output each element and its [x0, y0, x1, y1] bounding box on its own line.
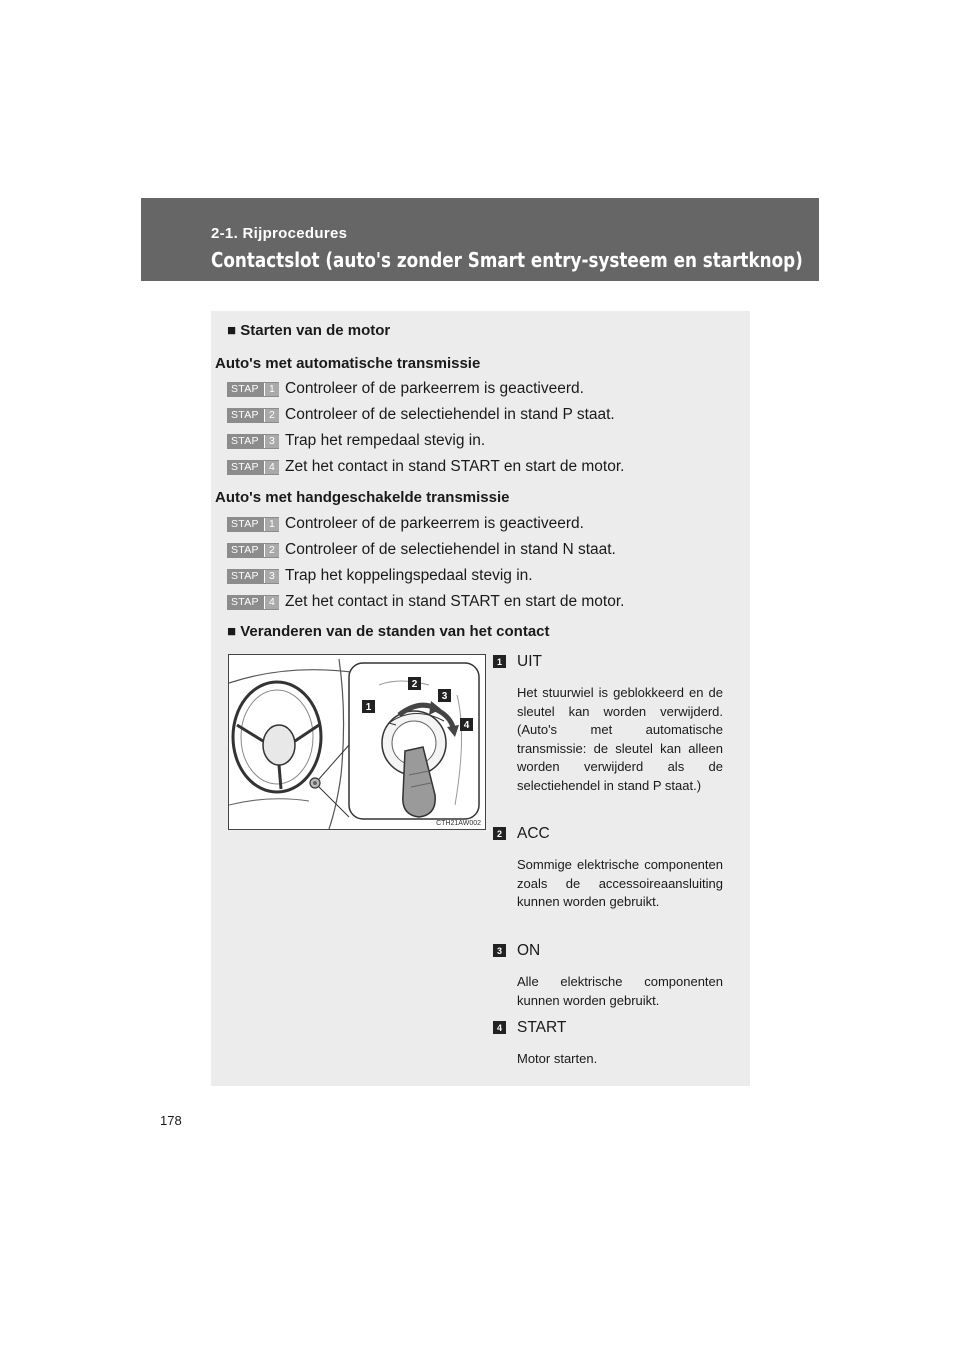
position-name: ACC [517, 825, 550, 842]
step-badge: STAP 3 [227, 434, 279, 449]
page-title: Contactslot (auto's zonder Smart entry-systeem en startknop) [211, 248, 803, 272]
manual-step-2 [227, 541, 616, 559]
position-description: Het stuurwiel is geblokkeerd en de sleutel kan worden verwijderd. (Auto's met automatische transmissie: de sleutel kan alleen worden verwijderd als de selectiehendel in stand P staat.) [517, 685, 723, 793]
step-text: Trap het koppelingspedaal stevig in. [285, 567, 533, 584]
header-band [141, 198, 819, 281]
step-text: Zet het contact in stand START en start de motor. [285, 458, 625, 475]
step-badge: STAP 4 [227, 595, 279, 610]
section-label: 2-1. Rijprocedures [211, 225, 348, 242]
step-badge: STAP 1 [227, 382, 279, 397]
position-name: UIT [517, 653, 542, 670]
heading-positions: ■ Veranderen van de standen van het contact [227, 623, 550, 640]
callout-3: 3 [441, 691, 448, 702]
step-badge: STAP 2 [227, 543, 279, 558]
position-name: ON [517, 942, 541, 959]
manual-step-4 [227, 593, 624, 611]
step-text: Zet het contact in stand START en start de motor. [285, 593, 625, 610]
position-description: Motor starten. [517, 1051, 598, 1066]
position-name: START [517, 1019, 567, 1036]
auto-step-4 [227, 458, 624, 476]
position-number: 1 [493, 655, 506, 668]
manual-step-1 [227, 515, 584, 533]
ignition-illustration [228, 654, 486, 830]
manual-step-3 [227, 567, 533, 585]
step-text: Trap het rempedaal stevig in. [285, 432, 486, 449]
auto-step-2 [227, 406, 615, 424]
callout-4: 4 [463, 720, 470, 731]
content-box [211, 311, 750, 1086]
auto-step-1 [227, 380, 584, 398]
step-text: Controleer of de parkeerrem is geactiveerd. [285, 515, 584, 532]
position-number: 4 [493, 1021, 506, 1034]
step-badge: STAP 4 [227, 460, 279, 475]
step-text: Controleer of de selectiehendel in stand N staat. [285, 541, 616, 558]
subheading-manual: Auto's met handgeschakelde transmissie [215, 489, 510, 506]
page-number: 178 [160, 1113, 182, 1128]
step-text: Controleer of de selectiehendel in stand P staat. [285, 406, 615, 423]
step-badge: STAP 3 [227, 569, 279, 584]
auto-step-3 [227, 432, 485, 450]
ignition-drawing [229, 655, 485, 829]
callout-2: 2 [411, 679, 418, 690]
position-description: Sommige elektrische componenten zoals de accessoireaansluiting kunnen worden gebruikt. [517, 857, 723, 909]
position-description: Alle elektrische componenten kunnen worden gebruikt. [517, 974, 723, 1008]
position-number: 2 [493, 827, 506, 840]
callout-1: 1 [365, 702, 372, 713]
heading-starting: ■ Starten van de motor [227, 322, 391, 339]
step-badge: STAP 2 [227, 408, 279, 423]
step-badge: STAP 1 [227, 517, 279, 532]
step-text: Controleer of de parkeerrem is geactiveerd. [285, 380, 584, 397]
image-code: CTH21AW002 [436, 820, 481, 827]
position-number: 3 [493, 944, 506, 957]
subheading-automatic: Auto's met automatische transmissie [215, 355, 481, 372]
